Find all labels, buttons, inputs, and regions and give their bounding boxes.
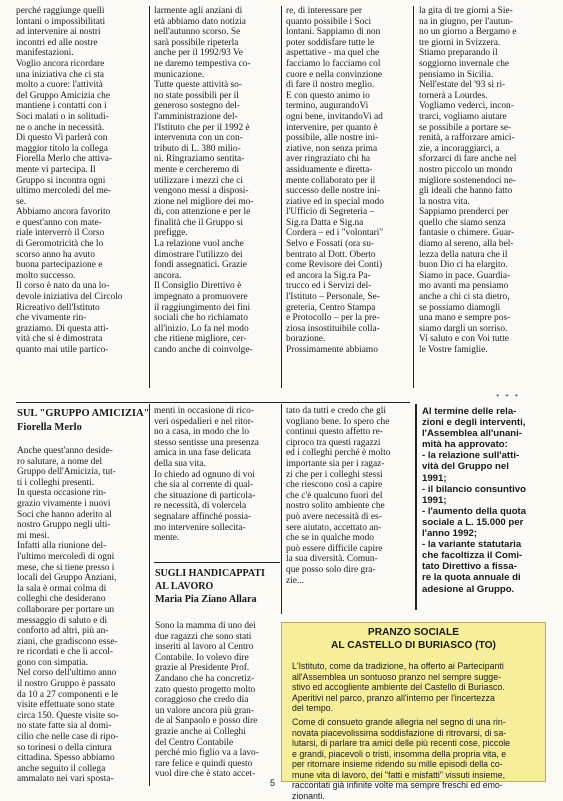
text-line: utilizzare i mezzi che ci [154,176,280,187]
text-line: di fare il nostro meglio. [286,80,410,91]
text-line: no state fatte sia al domi- [17,721,145,732]
top-column-2 [154,6,280,391]
text-line: se possiamo diamogli [419,303,549,314]
text-line: mo intervenire sollecita- [154,523,280,534]
text-line: diamo al sereno, alla bel- [419,239,549,250]
text-line: quello che siamo senza [419,218,549,229]
box-paragraph-2 [292,717,538,801]
article1-column-3 [286,406,410,596]
text-line: la sala è ormai colma di [17,584,145,595]
text-line: può avere necessità di es- [286,512,410,523]
text-line: intervenuta con un con- [154,133,280,144]
text-line: l'ultimo mercoledì di ogni [17,552,145,563]
text-line: finalità che il Gruppo si [154,218,280,229]
text-line: - la relazione sull'atti- [422,450,558,461]
text-line: no a casa, in modo che lo [154,427,280,438]
text-line: lezza della natura che il [419,250,549,261]
text-line: che c'è qualcuno fuori del [286,491,410,502]
article-author-maria-pia: Maria Pia Ziano Allara [155,593,257,606]
text-line: ed i colleghi perché è molto [286,448,410,459]
text-line: greteria, Centro Stampa [286,303,410,314]
section-divider [16,402,410,403]
text-line: sarà possibile ripeterla [154,38,280,49]
text-line: conforto ad altri, più an- [17,626,145,637]
text-line: anche seguito il collega [17,764,145,775]
text-line: importante sia per i ragaz- [286,459,410,470]
text-line: Il Consiglio Direttivo è [154,281,280,292]
text-line: vengono messi a disposi- [154,186,280,197]
text-line: sforzarci di fare anche nel [419,154,549,165]
text-line: l'Istituto – Personale, Se- [286,292,410,303]
text-line: Di questo Vi parlerà con [16,133,144,144]
text-line: anche a chi ci sta dietro, [419,292,549,303]
text-line: no un giorno a Bergamo e [419,27,549,38]
text-line: un valore ancora più gran- [155,706,281,717]
text-line: sere aiutato, accettato an- [286,523,410,534]
text-line: della sua vita. [154,459,280,470]
text-line: Stiamo preparando il [419,48,549,59]
text-line: nostro piccolo un mondo [419,165,549,176]
text-line: so torinesi o della cintura [17,743,145,754]
text-line: Sono la mamma di uno dei [155,621,281,632]
text-line: Anche quest'anno deside- [17,446,145,457]
text-line: Abbiamo ancora favorito [16,207,144,218]
text-line: 1991; [422,495,558,506]
assembly-vertical-rule [415,404,417,610]
text-line: inseriti al lavoro al Centro [155,642,281,653]
text-line: assiduamente e diretta- [286,165,410,176]
text-line: cilio che nelle case di ripo- [17,732,145,743]
text-line: di, con attenzione e per le [154,207,280,218]
text-line: che sia al corrente di qual- [154,480,280,491]
text-line: mantiene i contatti con i [16,101,144,112]
text-line: termino, augurandoVi [286,101,410,112]
text-line: del tempo. [292,703,538,714]
text-line: incontri ed alle nostre [16,38,144,49]
text-line: no state possibili per il [154,91,280,102]
text-line: Nel corso dell'ultimo anno [17,668,145,679]
text-line: rare felice e quindi questo [155,759,281,770]
text-line: de al Sanpaolo e posso dire [155,716,281,727]
text-line: lontani. Sappiamo di non [286,27,410,38]
box-subtitle: AL CASTELLO DI BURIASCO (TO) [282,640,545,652]
text-line: municazione. [154,70,280,81]
text-line: Contabile. Io volevo dire [155,653,281,664]
text-line: trarci, vogliamo aiutare [419,112,549,123]
text-line: re necessità, di volercela [154,501,280,512]
text-line: ammalato nei vari sposta- [17,774,145,785]
text-line: impegnato a promuovere [154,292,280,303]
text-line: stivo ed accogliente ambiente del Castello di Buriasco. [292,682,538,693]
text-line: ed ancora la Sig.ra Pa- [286,271,410,282]
text-line: per ritornare insieme ridendo su mille episodi della co- [292,759,538,770]
text-line: Siamo in pace. Guardia- [419,271,549,282]
text-line: prefigge. [154,228,280,239]
text-line: maggior titolo la collega [16,144,144,155]
text-line: dimostrare l'utilizzo dei [154,250,280,261]
text-line: visite effettuate sono state [17,700,145,711]
text-line: cuore e nella convinzione [286,70,410,81]
text-line: gli ideali che hanno fatto [419,186,549,197]
column-divider [281,6,282,388]
text-line: ciproco tra questi ragazzi [286,438,410,449]
text-line: mente collaborato per il [286,176,410,187]
text-line: l'amministrazione del- [154,112,280,123]
text-line: nell'autunno scorso. Se [154,27,280,38]
text-line: se. [16,197,144,208]
text-line: vogliano bene. Io spero che [286,417,410,428]
text-line: colleghi che desiderano [17,594,145,605]
text-line: lutarsi, di parlare tra amici delle più recenti cose, piccole [292,738,538,749]
text-line: l'anno 1992; [422,528,558,539]
text-line: zie... [286,576,410,587]
text-line: all'Assemblea un sontuoso pranzo nel sempre sugge- [292,672,538,683]
text-line: manifestazioni. [16,48,144,59]
text-line: e quest'anno con mate- [16,218,144,229]
text-line: una mano e sempre pos- [419,313,549,324]
text-line: il nostro Gruppo è passato [17,679,145,690]
text-line: bentrato al Dott. Oberto [286,250,410,261]
text-line: novata piacevolissima soddisfazione di ritrovarsi, di sa- [292,728,538,739]
text-line: generoso sostegno del- [154,101,280,112]
text-line: - l'aumento della quota [422,506,558,517]
text-line: ziative ed in special modo [286,197,410,208]
text-line: trucco ed i Servizi del- [286,281,410,292]
text-line: la gita di tre giorni a Sie- [419,6,549,17]
text-line: intervenire, per quanto è [286,123,410,134]
text-line: molto a cuore: l'attività [16,80,144,91]
text-line: quanto mai utile partico- [16,345,144,356]
text-line: In questa occasione rin- [17,488,145,499]
text-line: ziosa insostituibile colla- [286,324,410,335]
text-line: Al termine delle rela- [422,406,558,417]
text-line: L'Istituto, come da tradizione, ha offerto ai Partecipanti [292,661,538,672]
text-line: Nell'estate del '93 si ri- [419,80,549,91]
text-line: zi che per i colleghi stessi [286,470,410,481]
top-column-1 [16,6,144,391]
text-line: mente vi partecipa. Il [16,165,144,176]
text-line: tato Direttivo a fissa- [422,561,558,572]
article1-column-2 [154,406,280,546]
text-line: vuol dire che è stato accet- [155,769,281,780]
text-line: Il corso è nato da una lo- [16,281,144,292]
text-line: mente e cercheremo di [154,165,280,176]
text-line: vità del Gruppo nel [422,461,558,472]
text-line: sociale a L. 15.000 per [422,517,558,528]
text-line: lontani o impossibilitati [16,17,144,28]
text-line: ad intervenire ai nostri [16,27,144,38]
text-line: zione nel migliore dei mo- [154,197,280,208]
text-line: Aperitivi nel parco, pranzo all'interno per l'incertezza [292,693,538,704]
text-line: successo delle nostre ini- [286,186,410,197]
text-line: - la variante statutaria [422,539,558,550]
text-line: sociali che ho richiamato [154,313,280,324]
text-line: mune vita di lavoro, dei "fatti e misfatti" vissuti insieme, [292,770,538,781]
text-line: anche per il 1992/93 Ve [154,48,280,59]
text-line: veri ospedalieri e nel ritor- [154,417,280,428]
text-line: gono con simpatia. [17,658,145,669]
pranzo-sociale-box [281,622,546,782]
text-line: Io chiedo ad ognuno di voi [154,470,280,481]
text-line: re la quota annuale di [422,572,558,583]
text-line: tre giorni in Svizzera. [419,38,549,49]
text-line: grazie anche ai Colleghi [155,727,281,738]
text-line: come Revisore dei Conti) [286,260,410,271]
text-line: del Centro Contabile [155,738,281,749]
text-line: può essere difficile capire [286,544,410,555]
text-line: devole iniziativa del Circolo [16,292,144,303]
text-line: Prossimamente abbiamo [286,345,410,356]
text-line: collaborare per portare un [17,605,145,616]
text-line: da 10 a 27 componenti e le [17,690,145,701]
text-line: segnalare affinché possia- [154,512,280,523]
text-line: quanto possibile i Soci [286,17,410,28]
text-line: l'Assemblea all'unani- [422,428,558,439]
text-line: tato da tutti e credo che gli [286,406,410,417]
text-line: coraggioso che credo dia [155,695,281,706]
text-line: ultimo mercoledì del me- [16,186,144,197]
text-line: due ragazzi che sono stati [155,632,281,643]
text-line: 1991; [422,473,558,484]
article2-body [155,621,281,786]
text-line: buon Dio ci ha elargito. [419,260,549,271]
text-line: Infatti alla riunione del- [17,541,145,552]
text-line: fantasie o chimere. Guar- [419,228,549,239]
text-line: che situazione di particola- [154,491,280,502]
text-line: cittadina. Spesso abbiamo [17,753,145,764]
text-line: la nostra vita. [419,197,549,208]
text-line: na in giugno, per l'autun- [419,17,549,28]
text-line: perché mio figlio va a lavo- [155,748,281,759]
top-column-4 [419,6,549,391]
text-line: ti i colleghi presenti. [17,478,145,489]
text-line: Voglio ancora ricordare [16,59,144,70]
text-line: che vivamente rin- [16,313,144,324]
text-line: cando anche di coinvolge- [154,345,280,356]
box-title: PRANZO SOCIALE [282,627,545,639]
text-line: larmente agli anziani di [154,6,280,17]
text-line: Vi saluto e con Voi tutte [419,334,549,345]
text-line: l'Ufficio di Segreteria – [286,207,410,218]
text-line: che se in qualche modo [286,533,410,544]
column-divider [413,6,414,388]
text-line: ni. Ringraziamo sentita- [154,154,280,165]
text-line: aspettative - ma quel che [286,48,410,59]
text-line: ne o anche in necessità. [16,123,144,134]
text-line: il raggiungimento dei fini [154,303,280,314]
text-line: Ricreativo dell'Istituto [16,303,144,314]
text-line: re ricordati e che li accol- [17,647,145,658]
text-line: del Gruppo Amicizia che [16,91,144,102]
text-line: ogni bene, invitandoVi ad [286,112,410,123]
text-line: migliore sostenendoci ne- [419,176,549,187]
text-line: locali del Gruppo Anziani, [17,573,145,584]
text-line: grazio vivamente i nuovi [17,499,145,510]
text-line: mese, che si tiene presso i [17,563,145,574]
text-line: Zandano che ha concretiz- [155,674,281,685]
text-line: l'Istituto che per il 1992 è [154,123,280,134]
text-line: di Geromotricità che lo [16,239,144,250]
text-line: Selvo e Fossati (ora su- [286,239,410,250]
text-line: - il bilancio consuntivo [422,484,558,495]
text-line: età abbiamo dato notizia [154,17,280,28]
text-line: che facoltizza il Comi- [422,550,558,561]
text-line: facciamo lo facciamo col [286,59,410,70]
text-line: che riescono così a capire [286,480,410,491]
text-line: poter soddisfare tutte le [286,38,410,49]
text-line: mo avanti ma pensiamo [419,281,549,292]
text-line: zioni e degli interventi, [422,417,558,428]
text-line: nostro solito ambiente che [286,501,410,512]
text-line: Fiorella Merlo che attiva- [16,154,144,165]
column-divider [149,6,150,388]
text-line: le Vostre famiglie. [419,345,549,356]
text-line: messaggio di saluto e di [17,616,145,627]
text-line: Gruppo dell'Amicizia, tut- [17,467,145,478]
column-divider [281,404,282,614]
text-line: Gruppo si incontra ogni [16,176,144,187]
text-line: Vogliamo vederci, incon- [419,101,549,112]
box-paragraph-1 [292,661,538,714]
text-line: ne daremo tempestiva co- [154,59,280,70]
text-line: E con questo animo io [286,91,410,102]
text-line: se possibile a portare se- [419,123,549,134]
text-line: possibile, alle nostre ini- [286,133,410,144]
top-column-3 [286,6,410,391]
text-line: continui questo affetto re- [286,427,410,438]
text-line: renità, a rafforzare amici- [419,133,549,144]
text-line: Sig.ra Datta e Sig.na [286,218,410,229]
separator-stars: * * * [496,393,520,401]
text-line: stesso sentisse una presenza [154,438,280,449]
text-line: tornerà a Lourdes. [419,91,549,102]
text-line: adesione al Gruppo. [422,584,558,595]
text-line: ro salutare, a nome del [17,457,145,468]
text-line: raccontati già infinite volte ma sempre freschi ed emo- [292,780,538,791]
text-line: perché raggiunge quelli [16,6,144,17]
text-line: e grandi, piacevoli o tristi, insomma della propria vita, e [292,749,538,760]
text-line: aver ringraziato chi ha [286,154,410,165]
text-line: amica in una fase delicata [154,448,280,459]
text-line: mità ha approvato: [422,439,558,450]
text-line: all'inizio. Lo fa nel modo [154,324,280,335]
text-line: Tutte queste attività so- [154,80,280,91]
text-line: pensiamo in Sicilia. [419,70,549,81]
text-line: que posso solo dire gra- [286,565,410,576]
page-number: 5 [270,778,275,788]
text-line: Cordera – ed i "volontari" [286,228,410,239]
article-title-gruppo-amicizia: SUL "GRUPPO AMICIZIA" [17,407,149,420]
text-line: ziani, che gradiscono esse- [17,637,145,648]
text-line: soggiorno invernale che [419,59,549,70]
text-line: Come di consueto grande allegria nel segno di una rin- [292,717,538,728]
text-line: menti in occasione di rico- [154,406,280,417]
text-line: Soci malati o in solitudi- [16,112,144,123]
article-title-handicappati: SUGLI HANDICAPPATI [155,567,265,580]
text-line: mente. [154,533,280,544]
text-line: zie, a incoraggiarci, a [419,144,549,155]
text-line: Soci che hanno aderito al [17,510,145,521]
text-line: nostro Gruppo negli ulti- [17,520,145,531]
text-line: circa 150. Queste visite so- [17,711,145,722]
text-line: graziamo. Di questa atti- [16,324,144,335]
text-line: riale interverrò il Corso [16,228,144,239]
text-line: molto successo. [16,271,144,282]
text-line: ziative, non senza prima [286,144,410,155]
text-line: borazione. [286,334,410,345]
text-line: zionanti. [292,791,538,801]
text-line: tributo di L. 380 milio- [154,144,280,155]
text-line: Sappiamo prenderci per [419,207,549,218]
section-divider [154,562,280,563]
assembly-decisions [422,406,558,611]
text-line: grazie al Presidente Prof. [155,663,281,674]
text-line: siamo dargli un sorriso. [419,324,549,335]
text-line: la sua diversità. Comun- [286,554,410,565]
text-line: ancora. [154,271,280,282]
text-line: scorso anno ha avuto [16,250,144,261]
text-line: vità che si è dimostrata [16,334,144,345]
text-line: che ritiene migliore, cer- [154,334,280,345]
text-line: La relazione vuol anche [154,239,280,250]
text-line: buona partecipazione e [16,260,144,271]
text-line: mi mesi. [17,531,145,542]
article1-column-1 [17,446,145,786]
text-line: fondi assegnatici. Grazie [154,260,280,271]
text-line: una iniziativa che ci sta [16,70,144,81]
text-line: e Protocollo – per la pre- [286,313,410,324]
text-line: re, di interessare per [286,6,410,17]
article-title-handicappati-line2: AL LAVORO [155,580,213,593]
article-author-fiorella-merlo: Fiorella Merlo [17,421,82,434]
column-divider [149,404,150,786]
text-line: zato questo progetto molto [155,685,281,696]
